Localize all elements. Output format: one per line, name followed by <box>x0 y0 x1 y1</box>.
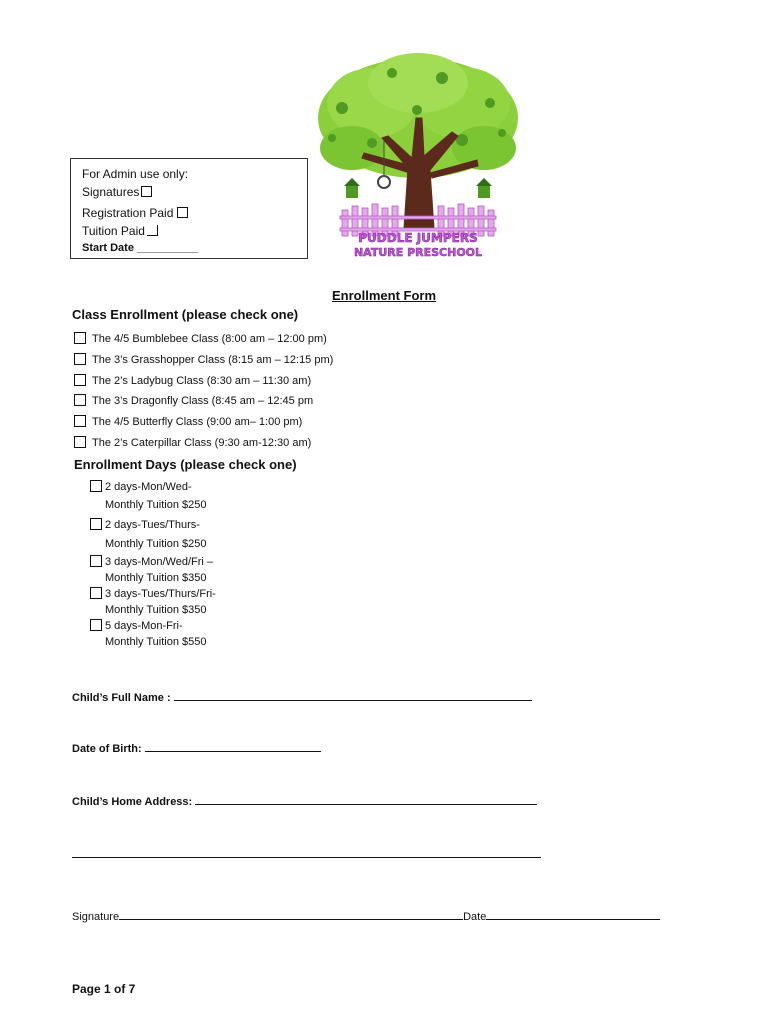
days-option[interactable] <box>90 587 216 600</box>
address-field <box>72 794 537 808</box>
class-option-checkbox[interactable] <box>74 436 86 448</box>
admin-signatures-checkbox[interactable] <box>141 186 152 197</box>
admin-tuition-row <box>82 224 158 238</box>
class-option[interactable] <box>74 374 311 387</box>
date-input[interactable] <box>486 909 660 920</box>
admin-tuition-checkbox[interactable] <box>147 225 158 236</box>
signature-row <box>72 909 660 923</box>
page-number: Page 1 of 7 <box>72 982 136 996</box>
class-option-checkbox[interactable] <box>74 353 86 365</box>
address-label: Child’s Home Address: <box>72 796 193 808</box>
days-option-checkbox[interactable] <box>90 619 102 631</box>
days-option-checkbox[interactable] <box>90 587 102 599</box>
days-option[interactable] <box>90 619 183 632</box>
form-title: Enrollment Form <box>332 288 437 303</box>
class-option[interactable] <box>74 353 333 366</box>
days-option-tuition: Monthly Tuition $350 <box>105 572 207 584</box>
days-option[interactable] <box>90 480 192 493</box>
logo-line2: NATURE PRESCHOOL <box>353 246 483 259</box>
tire-swing-icon <box>378 176 390 188</box>
child-name-input[interactable] <box>174 690 532 701</box>
class-option-label: The 2’s Ladybug Class (8:30 am – 11:30 am) <box>92 375 312 387</box>
date-label: Date <box>463 911 487 923</box>
days-option-checkbox[interactable] <box>90 555 102 567</box>
class-option[interactable] <box>74 394 313 407</box>
school-logo <box>312 48 524 262</box>
logo-line1: PUDDLE JUMPERS <box>358 231 478 245</box>
days-option-tuition: Monthly Tuition $550 <box>105 636 207 648</box>
days-option-label: 3 days-Mon/Wed/Fri – <box>105 556 214 568</box>
days-option-label: 2 days-Tues/Thurs- <box>105 519 200 531</box>
days-option[interactable] <box>90 555 213 568</box>
admin-signatures-row <box>82 185 152 199</box>
admin-heading: For Admin use only: <box>82 167 189 181</box>
address-input[interactable] <box>195 794 537 805</box>
class-option-checkbox[interactable] <box>74 415 86 427</box>
admin-signatures-label: Signatures <box>82 185 140 199</box>
days-option-label: 2 days-Mon/Wed- <box>105 481 192 493</box>
days-option-label: 3 days-Tues/Thurs/Fri- <box>105 588 216 600</box>
class-option-checkbox[interactable] <box>74 374 86 386</box>
tree-logo-icon <box>312 48 524 262</box>
class-option-label: The 3’s Grasshopper Class (8:15 am – 12:15 pm) <box>92 354 334 366</box>
days-option-label: 5 days-Mon-Fri- <box>105 620 183 632</box>
class-option-label: The 2’s Caterpillar Class (9:30 am-12:30 am) <box>92 437 312 449</box>
class-option-label: The 4/5 Bumblebee Class (8:00 am – 12:00 pm) <box>92 333 327 345</box>
days-option[interactable] <box>90 518 200 531</box>
dob-input[interactable] <box>145 741 321 752</box>
class-option[interactable] <box>74 436 311 449</box>
class-option-label: The 3’s Dragonfly Class (8:45 am – 12:45 pm <box>92 395 314 407</box>
signature-input[interactable] <box>119 909 463 920</box>
class-option-checkbox[interactable] <box>74 332 86 344</box>
child-name-field <box>72 690 532 704</box>
admin-registration-label: Registration Paid <box>82 206 174 220</box>
admin-start-date-blank[interactable]: __________ <box>137 242 199 254</box>
class-option[interactable] <box>74 332 327 345</box>
dob-field <box>72 741 321 755</box>
class-option[interactable] <box>74 415 302 428</box>
admin-tuition-label: Tuition Paid <box>82 224 145 238</box>
admin-start-date-row <box>82 242 198 254</box>
dob-label: Date of Birth: <box>72 743 142 755</box>
days-option-tuition: Monthly Tuition $350 <box>105 604 207 616</box>
admin-registration-row <box>82 206 188 220</box>
days-option-tuition: Monthly Tuition $250 <box>105 538 207 550</box>
class-option-checkbox[interactable] <box>74 394 86 406</box>
class-option-label: The 4/5 Butterfly Class (9:00 am– 1:00 pm) <box>92 416 303 428</box>
admin-box <box>70 158 308 259</box>
enrollment-days-heading: Enrollment Days (please check one) <box>74 457 297 472</box>
days-option-tuition: Monthly Tuition $250 <box>105 499 207 511</box>
address-line-2-input[interactable] <box>72 847 541 858</box>
days-option-checkbox[interactable] <box>90 518 102 530</box>
child-name-label: Child’s Full Name : <box>72 692 171 704</box>
days-option-checkbox[interactable] <box>90 480 102 492</box>
admin-start-date-label: Start Date <box>82 242 134 254</box>
class-enrollment-heading: Class Enrollment (please check one) <box>72 307 299 322</box>
admin-registration-checkbox[interactable] <box>177 207 188 218</box>
signature-label: Signature <box>72 911 120 923</box>
